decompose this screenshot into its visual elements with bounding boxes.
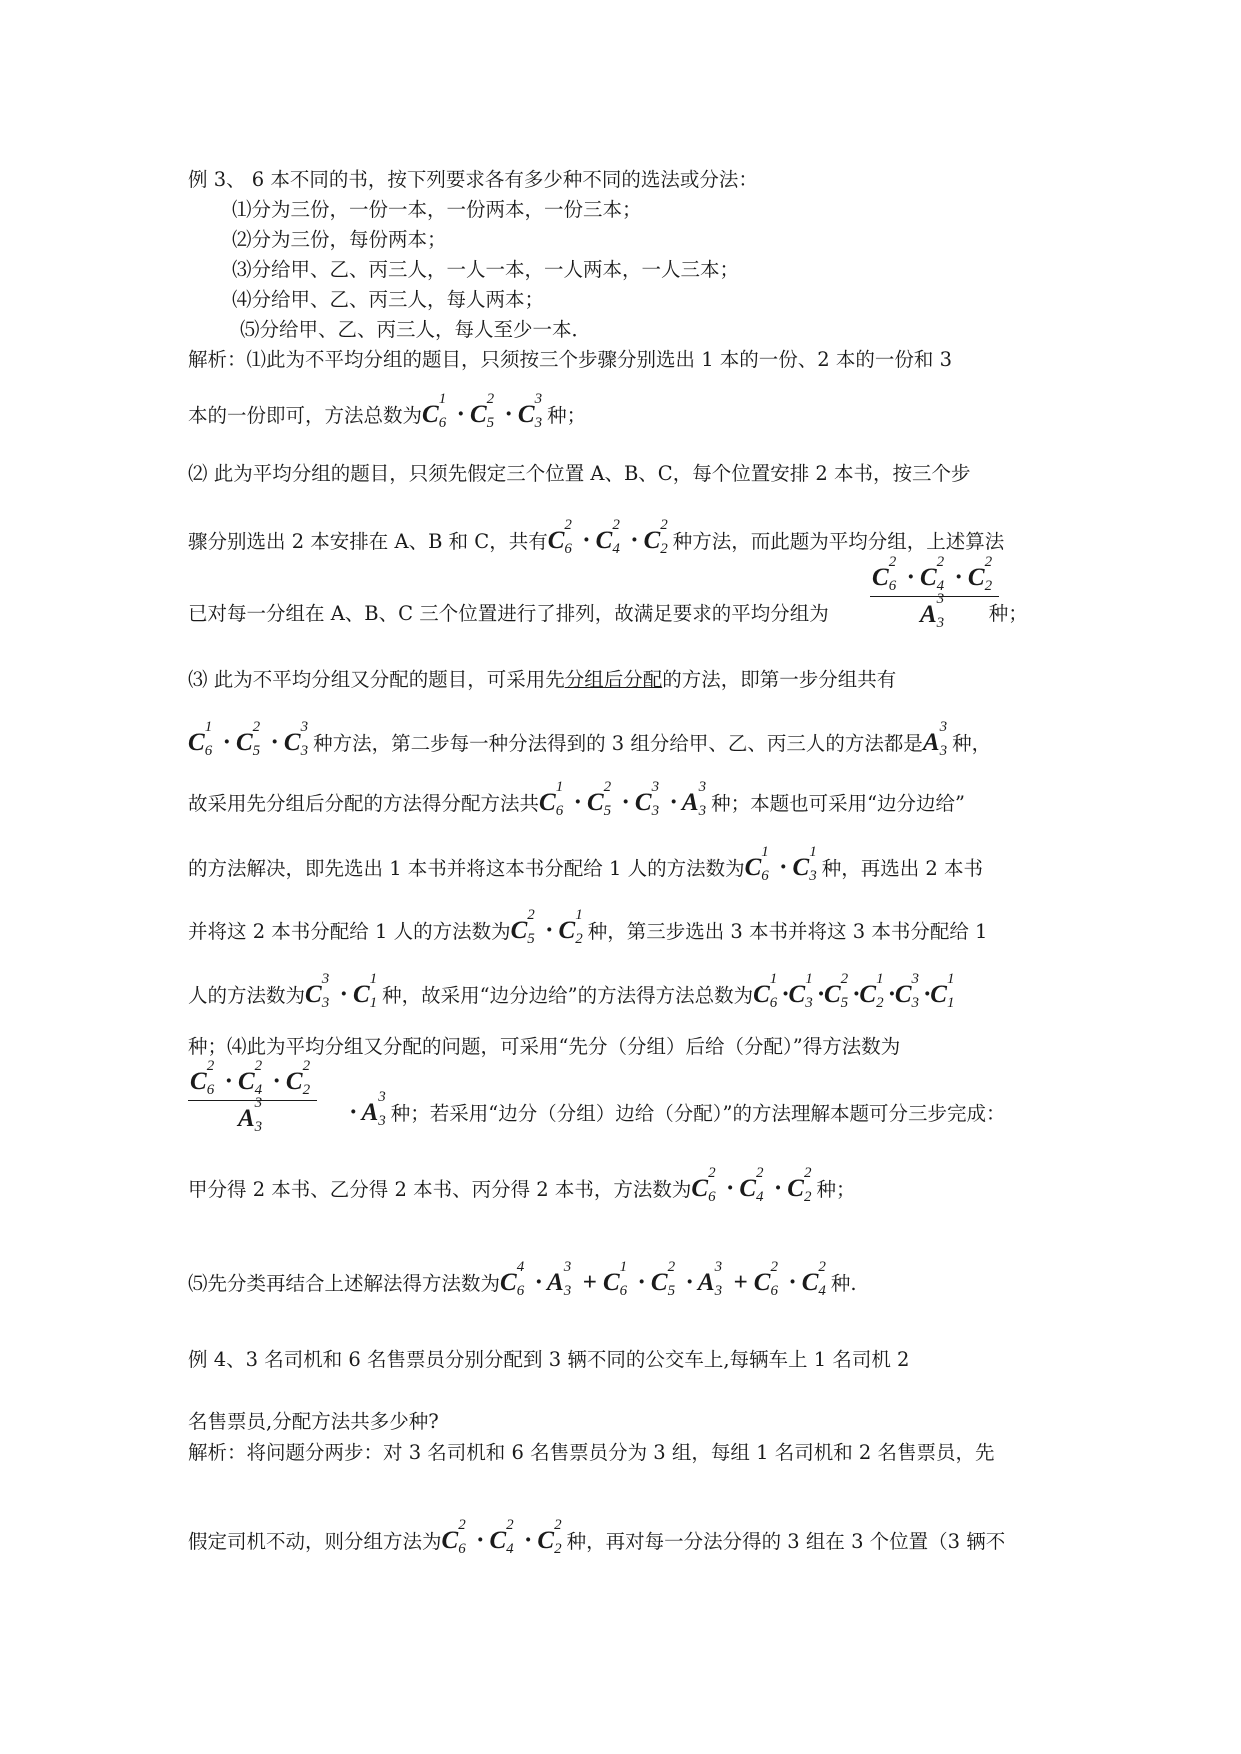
analysis-line-13: · A 3 3 种；若采用“边分（分组）边给（分配）”的方法理解本题可分三步完成： bbox=[350, 1089, 1006, 1129]
example-4-title-line-2: 名售票员,分配方法共多少种? bbox=[188, 1410, 439, 1433]
item-1: ⑴分为三份，一份一本，一份两本，一份三本； bbox=[232, 198, 642, 221]
fraction-average-group: C 2 6 · C 2 4 · C 2 2 A 3 3 bbox=[870, 564, 999, 629]
formula-c-c-c-a: C 1 6 · C 2 5 · C 3 3 · A 3 3 bbox=[539, 779, 707, 819]
analysis-line-9: 的方法解决，即先选出 1 本书并将这本书分配给 1 人的方法数为C 1 6 · C 1 3 种，再选出 2 本书 bbox=[188, 844, 984, 884]
fraction-part-4: C 2 6 · C 2 4 · C 2 2 A 3 3 bbox=[188, 1068, 317, 1133]
analysis-line-10: 并将这 2 本书分配给 1 人的方法数为C 2 5 · C 1 2 种，第三步选出 3 本书并将这 3 本书分配给 1 bbox=[188, 907, 988, 947]
example-4-analysis-line-1: 解析：将问题分两步：对 3 名司机和 6 名售票员分为 3 组，每组 1 名司机和 2 名售票员，先 bbox=[188, 1441, 995, 1464]
analysis-line-6: ⑶ 此为不平均分组又分配的题目，可采用先分组后分配的方法，即第一步分组共有 bbox=[188, 668, 897, 691]
analysis-line-3: ⑵ 此为平均分组的题目，只须先假定三个位置 A、B、C，每个位置安排 2 本书，按三个步 bbox=[188, 462, 971, 485]
item-4: ⑷分给甲、乙、丙三人，每人两本； bbox=[232, 288, 545, 311]
example-3-title: 例 3、 6 本不同的书，按下列要求各有多少种不同的选法或分法： bbox=[188, 168, 758, 191]
formula-c6-c5-c3: C 1 6 · C 2 5 · C 3 3 bbox=[422, 391, 543, 431]
item-3: ⑶分给甲、乙、丙三人，一人一本，一人两本，一人三本； bbox=[232, 258, 740, 281]
analysis-line-8: 故采用先分组后分配的方法得分配方法共C 1 6 · C 2 5 · C 3 3 · A 3 3 种；本题也可采用“边分边给” bbox=[188, 779, 966, 819]
example-4-analysis-line-2: 假定司机不动，则分组方法为C 2 6 · C 2 4 · C 2 2 种，再对每一分法分得的 3 组在 3 个位置（3 辆不 bbox=[188, 1517, 1006, 1557]
analysis-line-15: ⑸先分类再结合上述解法得方法数为C 4 6 · A 3 3 + C 1 6 · C 2 5 · A 3 3 + C 2 6 · C 2 4 种. bbox=[188, 1259, 857, 1299]
formula-c6-c4-c2: C 2 6 · C 2 4 · C 2 2 bbox=[547, 517, 668, 557]
analysis-line-1: 解析：⑴此为不平均分组的题目，只须按三个步骤分别选出 1 本的一份、2 本的一份和 3 bbox=[188, 348, 953, 371]
analysis-line-14: 甲分得 2 本书、乙分得 2 本书、丙分得 2 本书，方法数为C 2 6 · C 2 4 · C 2 2 种； bbox=[188, 1165, 856, 1205]
analysis-line-4: 骤分别选出 2 本安排在 A、B 和 C，共有C 2 6 · C 2 4 · C 2 2 种方法，而此题为平均分组，上述算法 bbox=[188, 517, 1005, 557]
analysis-line-2: 本的一份即可，方法总数为C 1 6 · C 2 5 · C 3 3 种； bbox=[188, 391, 587, 431]
analysis-line-11: 人的方法数为C 3 3 · C 1 1 种，故采用“边分边给”的方法得方法总数为C 1 6 ·C 1 3 ·C 2 5 ·C 1 2 ·C 3 3 ·C 1 1 bbox=[188, 971, 955, 1011]
example-4-title-line-1: 例 4、3 名司机和 6 名售票员分别分配到 3 辆不同的公交车上,每辆车上 1 名司机 2 bbox=[188, 1348, 910, 1371]
item-5: ⑸分给甲、乙、丙三人，每人至少一本． bbox=[240, 318, 592, 341]
analysis-line-12: 种；⑷此为平均分组又分配的问题，可采用“先分（分组）后给（分配）”得方法数为 bbox=[188, 1035, 901, 1058]
analysis-line-7: C 1 6 · C 2 5 · C 3 3 种方法，第二步每一种分法得到的 3 组分给甲、乙、丙三人的方法都是A 3 3 种， bbox=[188, 719, 992, 759]
item-2: ⑵分为三份，每份两本； bbox=[232, 228, 447, 251]
formula-c6-c5-c3-b: C 1 6 · C 2 5 · C 3 3 bbox=[188, 719, 309, 759]
analysis-line-5: 已对每一分组在 A、B、C 三个位置进行了排列，故满足要求的平均分组为 种； bbox=[188, 602, 1028, 625]
